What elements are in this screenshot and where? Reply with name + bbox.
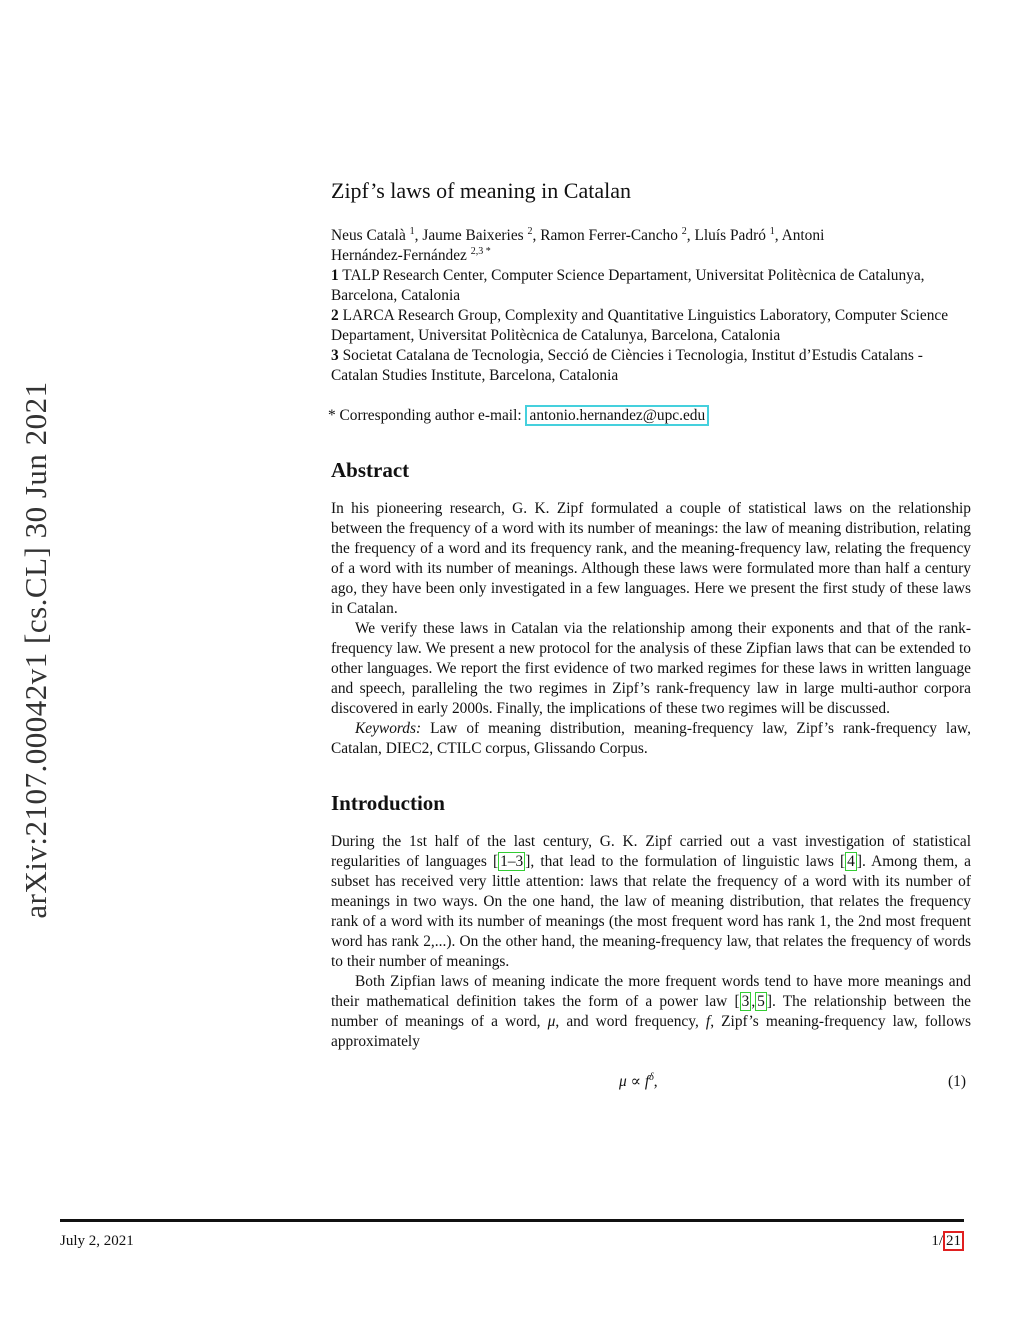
citation-link[interactable]: 5 xyxy=(757,993,765,1010)
author-name: Neus Català xyxy=(331,227,406,244)
footer-date: July 2, 2021 xyxy=(60,1233,134,1249)
citation-link[interactable]: 1–3 xyxy=(500,853,524,870)
page-content xyxy=(328,176,971,1100)
equation-1 xyxy=(331,1070,971,1100)
paper-title: Zipf’s laws of meaning in Catalan xyxy=(331,178,631,203)
keywords: Keywords: Law of meaning distribution, meaning-frequency law, Zipf’s rank-frequency law, Catalan, DIEC2, CTILC corpus, Glissando Corpus. xyxy=(331,720,971,757)
author-list: Neus Català $^1$, Jaume Baixeries $^2$, Ramon Ferrer-Cancho $^2$, Lluís Padró $^1$, Antoni Hernández-Fernández $^{2,3 *}$ xyxy=(331,226,825,264)
total-pages-link[interactable]: 21 xyxy=(943,1231,964,1251)
abstract-paragraph: In his pioneering research, G. K. Zipf formulated a couple of statistical laws on the relationship between the frequency of a word with its number of meanings: the law of meaning distribution, relating the frequency of a word and its frequency rank, and the meaning-frequency law, relating the frequency of a word with its number of meanings. Although these laws were formulated more than half a century ago, they have been only investigated in a few languages. Here we present the first study of these laws in Catalan. xyxy=(331,500,971,617)
introduction-heading: Introduction xyxy=(331,791,445,815)
equation-number: (1) xyxy=(948,1073,966,1090)
affiliation-item: 1 TALP Research Center, Computer Science Departament, Universitat Politècnica de Catalunya, Barcelona, Catalonia xyxy=(331,267,925,304)
author-name: Hernández-Fernández xyxy=(331,247,467,264)
abstract-heading: Abstract xyxy=(331,458,410,482)
affiliation-list xyxy=(331,266,971,386)
arxiv-sidebar-stamp xyxy=(14,362,58,938)
introduction-paragraph: Both Zipfian laws of meaning indicate the more frequent words tend to have more meanings and their mathematical definition takes the form of a power law [ 3 , 5 ]. The relationship between the number of meanings of a word, μ, and word frequency, f, Zipf’s meaning-frequency law, follows approximately xyxy=(331,973,971,1050)
corresponding-author: * Corresponding author e-mail: antonio.hernandez@upc.edu xyxy=(328,406,971,426)
introduction-paragraph: During the 1st half of the last century, G. K. Zipf carried out a vast investigation of statistical regularities of languages [ 1–3 ], that lead to the formulation of linguistic laws [ 4 ]. Among them, a subset has received very little attention: laws that relate the frequency of a word with its number of meanings in two ways. On the one hand, the law of meaning distribution, that relates the frequency rank of a word with its number of meanings (the most frequent word has rank 1, the 2nd most frequent word has rank 2,...). On the other hand, the meaning-frequency law, that relates the frequency of words to their number of meanings. xyxy=(331,833,971,970)
affiliation-item: 2 LARCA Research Group, Complexity and Quantitative Linguistics Laboratory, Computer Science Departament, Universitat Politècnica de Catalunya, Barcelona, Catalonia xyxy=(331,307,949,344)
page-number: 1/ 21 xyxy=(931,1233,964,1250)
abstract-paragraph: We verify these laws in Catalan via the relationship among their exponents and that of the rank-frequency law. We present a new protocol for the analysis of these Zipfian laws that can be extended to other languages. We report the first evidence of two marked regimes for these laws in written language and speech, paralleling the two regimes in Zipf’s rank-frequency law in large multi-author corpora discovered in early 2000s. Finally, the implications of these two regimes will be discussed. xyxy=(331,620,971,717)
affiliation-item: 3 Societat Catalana de Tecnologia, Secció de Ciències i Tecnologia, Institut d’Estudis Catalans - Catalan Studies Institute, Barcelona, Catalonia xyxy=(331,347,923,384)
citation-link[interactable]: 3 xyxy=(741,993,750,1010)
arxiv-identifier: arXiv:2107.00042v1 [cs.CL] 30 Jun 2021 xyxy=(18,381,53,919)
footer-rule xyxy=(60,1219,964,1222)
email-link[interactable]: antonio.hernandez@upc.edu xyxy=(525,405,709,426)
citation-link[interactable]: 4 xyxy=(847,853,855,870)
equation-expression: $\mu \propto f^\delta$, xyxy=(619,1072,658,1090)
